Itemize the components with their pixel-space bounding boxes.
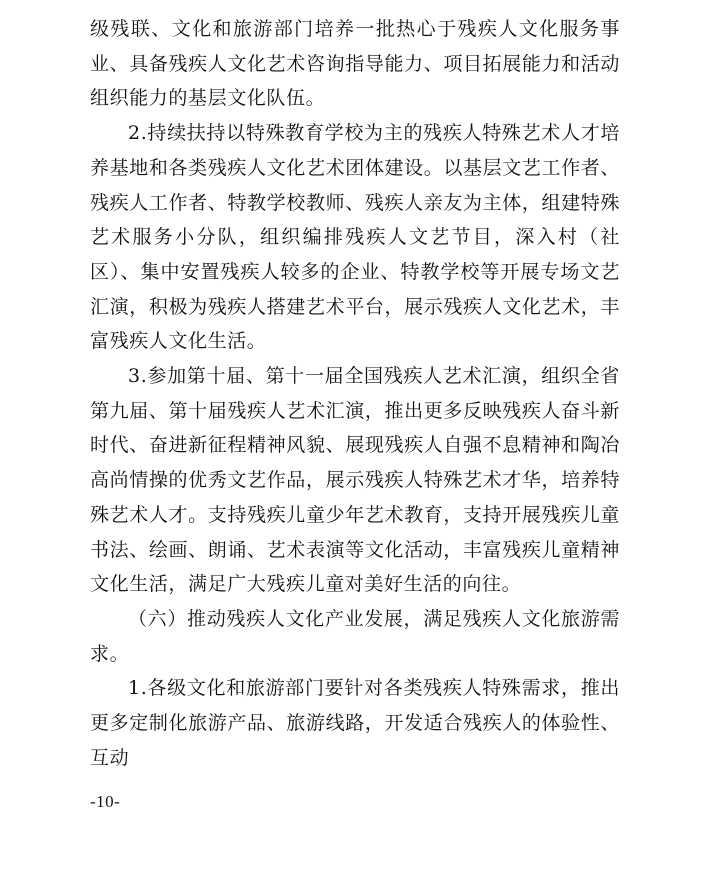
paragraph-item-3: 3.参加第十届、第十一届全国残疾人艺术汇演，组织全省第九届、第十届残疾人艺术汇演，推出更多反映残疾人奋斗新时代、奋进新征程精神风貌、展现残疾人自强不息精神和陶冶高尚情操的优秀文艺作品，展示残疾人特殊艺术才华，培养特殊艺术人才。支持残疾儿童少年艺术教育，支持开展残疾儿童书法、绘画、朗诵、艺术表演等文化活动，丰富残疾儿童精神文化生活，满足广大残疾儿童对美好生活的向往。 (90, 365, 620, 596)
paragraph-continuation: 级残联、文化和旅游部门培养一批热心于残疾人文化服务事业、具备残疾人文化艺术咨询指导能力、项目拓展能力和活动组织能力的基层文化队伍。 (90, 18, 620, 110)
paragraph-item-2: 2.持续扶持以特殊教育学校为主的残疾人特殊艺术人才培养基地和各类残疾人文化艺术团体建设。以基层文艺工作者、残疾人工作者、特教学校教师、残疾人亲友为主体，组建特殊艺术服务小分队，组织编排残疾人文艺节目，深入村（社区）、集中安置残疾人较多的企业、特教学校等开展专场文艺汇演，积极为残疾人搭建艺术平台，展示残疾人文化艺术，丰富残疾人文化生活。 (90, 122, 620, 353)
document-body (90, 12, 620, 775)
section-heading-6: （六）推动残疾人文化产业发展，满足残疾人文化旅游需求。 (90, 607, 620, 665)
page-number: -10- (90, 792, 121, 811)
paragraph-item-1: 1.各级文化和旅游部门要针对各类残疾人特殊需求，推出更多定制化旅游产品、旅游线路，开发适合残疾人的体验性、互动 (90, 677, 620, 769)
